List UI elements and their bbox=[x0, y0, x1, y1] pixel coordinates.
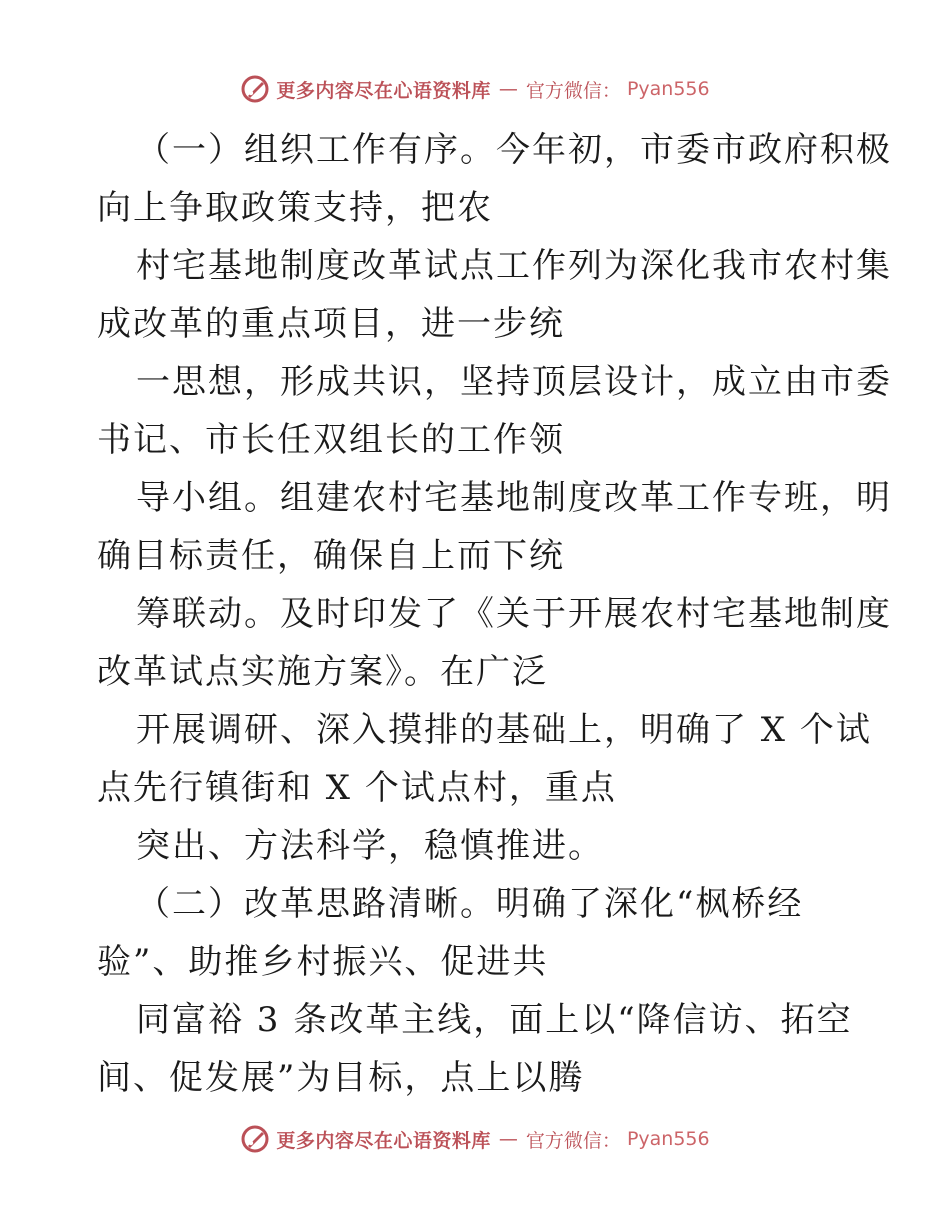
watermark-wechat-id: Pyan556 bbox=[626, 1128, 710, 1150]
text-line: 点先行镇街和 X 个试点村，重点 bbox=[97, 768, 617, 808]
text-line: 同富裕 3 条改革主线，面上以“降信访、拓空 bbox=[136, 1000, 853, 1040]
text-line: 向上争取政策支持，把农 bbox=[97, 188, 493, 228]
text-line: 导小组。组建农村宅基地制度改革工作专班，明 bbox=[136, 478, 892, 518]
footer-watermark bbox=[0, 1124, 950, 1154]
text-line: 突出、方法科学，稳慎推进。 bbox=[136, 826, 604, 866]
text-line: 改革试点实施方案》。在广泛 bbox=[97, 652, 548, 692]
watermark-separator: — bbox=[498, 1128, 518, 1150]
watermark-main-text: 更多内容尽在心语资料库 bbox=[276, 1129, 491, 1152]
watermark-wechat-label: 官方微信： bbox=[525, 1129, 621, 1152]
header-watermark bbox=[0, 74, 950, 104]
watermark-wechat-id: Pyan556 bbox=[626, 78, 710, 100]
text-line: 书记、市长任双组长的工作领 bbox=[97, 420, 565, 460]
quill-in-circle-icon bbox=[240, 1124, 270, 1154]
text-line: 一思想，形成共识，坚持顶层设计，成立由市委 bbox=[136, 362, 892, 402]
quill-in-circle-icon bbox=[240, 74, 270, 104]
text-line: （一）组织工作有序。今年初，市委市政府积极 bbox=[136, 130, 892, 170]
watermark-main-text: 更多内容尽在心语资料库 bbox=[276, 79, 491, 102]
text-line: 确目标责任，确保自上而下统 bbox=[97, 536, 565, 576]
text-line: 开展调研、深入摸排的基础上，明确了 X 个试 bbox=[136, 710, 872, 750]
text-line: （二）改革思路清晰。明确了深化“枫桥经 bbox=[136, 884, 804, 924]
text-line: 成改革的重点项目，进一步统 bbox=[97, 304, 565, 344]
watermark-separator: — bbox=[498, 78, 518, 100]
text-line: 间、促发展”为目标，点上以腾 bbox=[97, 1058, 585, 1098]
text-line: 村宅基地制度改革试点工作列为深化我市农村集 bbox=[136, 246, 892, 286]
watermark-wechat-label: 官方微信： bbox=[525, 79, 621, 102]
text-line: 验”、助推乡村振兴、促进共 bbox=[97, 942, 549, 982]
text-line: 筹联动。及时印发了《关于开展农村宅基地制度 bbox=[136, 594, 892, 634]
